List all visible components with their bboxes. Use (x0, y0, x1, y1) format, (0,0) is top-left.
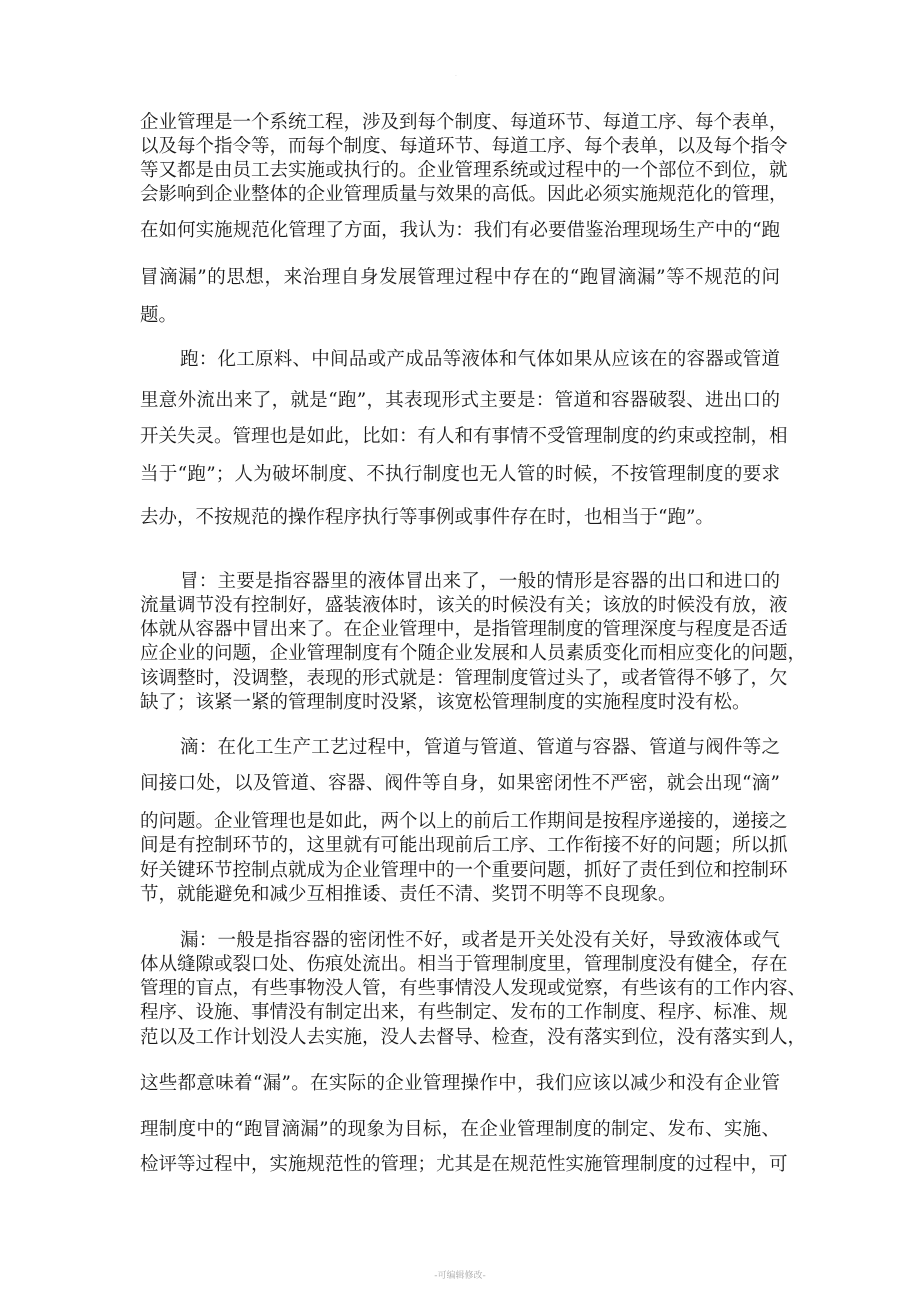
paragraph-di-line: 好关键环节控制点就成为企业管理中的一个重要问题，抓好了责任到位和控制环 (140, 860, 788, 881)
paragraph-intro-line: 在如何实施规范化管理了方面，我认为：我们有必要借鉴治理现场生产中的“跑 (140, 220, 780, 241)
paragraph-intro-line: 企业管理是一个系统工程，涉及到每个制度、每道环节、每道工序、每个表单， (140, 112, 788, 133)
paragraph-di-line: 滴：在化工生产工艺过程中，管道与管道、管道与容器、管道与阀件等之 (180, 737, 780, 758)
paragraph-di-line: 间接口处，以及管道、容器、阀件等自身，如果密闭性不严密，就会出现“滴” (140, 773, 780, 794)
paragraph-pao-line: 开关失灵。管理也是如此，比如：有人和有事情不受管理制度的约束或控制，相 (140, 426, 788, 447)
paragraph-di-line: 节，就能避免和减少互相推诿、责任不清、奖罚不明等不良现象。 (140, 884, 677, 905)
paragraph-lou-line: 这些都意味着“漏”。在实际的企业管理操作中，我们应该以减少和没有企业管 (140, 1073, 780, 1094)
paragraph-pao-line: 当于“跑”；人为破坏制度、不执行制度也无人管的时候，不按管理制度的要求 (140, 464, 780, 485)
paragraph-intro-line: 以及每个指令等，而每个制度、每道环节、每道工序、每个表单，以及每个指令 (140, 136, 788, 157)
paragraph-intro-line: 会影响到企业整体的企业管理质量与效果的高低。因此必须实施规范化的管理， (140, 184, 788, 205)
paragraph-intro-line: 题。 (140, 305, 178, 326)
paragraph-di-line: 的问题。企业管理也是如此，两个以上的前后工作期间是按程序递接的，递接之 (140, 811, 788, 832)
header-mark: . (455, 71, 457, 78)
paragraph-lou-line: 范以及工作计划没人去实施，没人去督导、检查，没有落实到位，没有落实到人， (140, 1027, 807, 1048)
paragraph-mao-line: 冒：主要是指容器里的液体冒出来了，一般的情形是容器的出口和进口的 (180, 571, 780, 592)
paragraph-lou-line: 漏：一般是指容器的密闭性不好，或者是开关处没有关好，导致液体或气 (180, 930, 780, 951)
paragraph-pao-line: 跑：化工原料、中间品或产成品等液体和气体如果从应该在的容器或管道 (180, 349, 780, 370)
paragraph-mao-line: 应企业的问题，企业管理制度有个随企业发展和人员素质变化而相应变化的问题， (140, 643, 807, 664)
paragraph-mao-line: 体就从容器中冒出来了。在企业管理中，是指管理制度的管理深度与程度是否适 (140, 619, 788, 640)
paragraph-mao-line: 缺了；该紧一紧的管理制度时没紧，该宽松管理制度的实施程度时没有松。 (140, 692, 751, 713)
paragraph-lou-line: 管理的盲点，有些事物没人管，有些事情没人发现或觉察，有些该有的工作内容、 (140, 978, 807, 999)
paragraph-pao-line: 去办，不按规范的操作程序执行等事例或事件存在时，也相当于“跑”。 (140, 507, 714, 528)
page-footer: -可编辑修改- (434, 1271, 486, 1281)
paragraph-intro-line: 冒滴漏”的思想，来治理自身发展管理过程中存在的“跑冒滴漏”等不规范的问 (140, 267, 780, 288)
paragraph-intro-line: 等又都是由员工去实施或执行的。企业管理系统或过程中的一个部位不到位，就 (140, 160, 788, 181)
paragraph-mao-line: 流量调节没有控制好，盛装液体时，该关的时候没有关；该放的时候没有放，液 (140, 595, 788, 616)
paragraph-mao-line: 该调整时，没调整，表现的形式就是：管理制度管过头了，或者管得不够了，欠 (140, 668, 788, 689)
paragraph-lou-line: 检评等过程中，实施规范性的管理；尤其是在规范性实施管理制度的过程中，可 (140, 1154, 788, 1175)
paragraph-pao-line: 里意外流出来了，就是“跑”，其表现形式主要是：管道和容器破裂、进出口的 (140, 390, 780, 411)
paragraph-lou-line: 程序、设施、事情没有制定出来，有些制定、发布的工作制度、程序、标准、规 (140, 1002, 788, 1023)
paragraph-lou-line: 理制度中的“跑冒滴漏”的现象为目标，在企业管理制度的制定、发布、实施、 (140, 1119, 780, 1140)
paragraph-di-line: 间是有控制环节的，这里就有可能出现前后工序、工作衔接不好的问题；所以抓 (140, 835, 788, 856)
paragraph-lou-line: 体从缝隙或裂口处、伤痕处流出。相当于管理制度里，管理制度没有健全，存在 (140, 954, 788, 975)
